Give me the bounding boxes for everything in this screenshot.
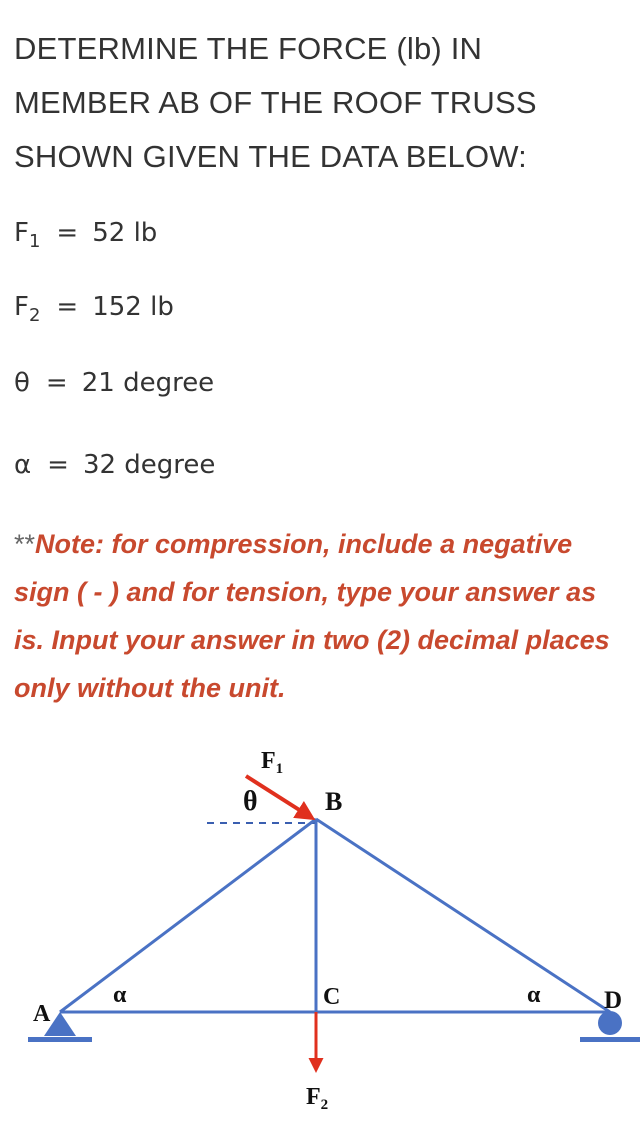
member-ab — [60, 819, 316, 1012]
note-line-1: **Note: for compression, include a negative — [14, 529, 573, 559]
alpha-equals: = — [47, 450, 69, 480]
label-theta: θ — [243, 786, 258, 817]
label-f2: $F_2$ — [306, 1084, 329, 1113]
note-line-2: sign ( - ) and for tension, type your answer as — [14, 577, 597, 607]
theta-symbol: θ — [14, 368, 30, 398]
support-base-a — [28, 1037, 92, 1042]
label-alpha-left: α — [113, 982, 127, 1008]
theta-equals: = — [45, 368, 68, 398]
answer-note — [14, 520, 639, 712]
label-a: A — [33, 1001, 51, 1027]
alpha-value: 32 degree — [82, 450, 216, 480]
given-f2 — [14, 292, 174, 326]
f2-symbol: $F_2$ — [14, 292, 41, 326]
f2-value: 152 lb — [92, 292, 174, 322]
member-bd — [316, 819, 610, 1012]
f1-equals: = — [56, 218, 79, 248]
heading-line-1: DETERMINE THE FORCE (lb) IN — [14, 31, 483, 66]
f1-symbol: $F_1$ — [14, 218, 41, 252]
truss-diagram — [0, 740, 642, 1122]
alpha-symbol: α — [14, 450, 32, 480]
heading-line-3: SHOWN GIVEN THE DATA BELOW: — [14, 139, 527, 174]
support-base-d — [580, 1037, 640, 1042]
note-line-4: only without the unit. — [14, 673, 286, 703]
theta-value: 21 degree — [81, 368, 215, 398]
problem-heading — [14, 22, 634, 184]
f1-value: 52 lb — [92, 218, 158, 248]
label-c: C — [323, 984, 341, 1010]
note-line-3: is. Input your answer in two (2) decimal places — [14, 625, 610, 655]
label-d: D — [604, 987, 623, 1014]
given-theta — [14, 368, 214, 398]
given-f1 — [14, 218, 157, 252]
label-f1: $F_1$ — [261, 748, 284, 777]
label-alpha-right: α — [527, 982, 541, 1008]
note-stars: ** — [14, 529, 36, 559]
given-alpha — [14, 450, 215, 480]
label-b: B — [325, 787, 343, 816]
heading-line-2: MEMBER AB OF THE ROOF TRUSS — [14, 85, 537, 120]
roller-support-d — [598, 1011, 622, 1035]
f2-equals: = — [56, 292, 79, 322]
